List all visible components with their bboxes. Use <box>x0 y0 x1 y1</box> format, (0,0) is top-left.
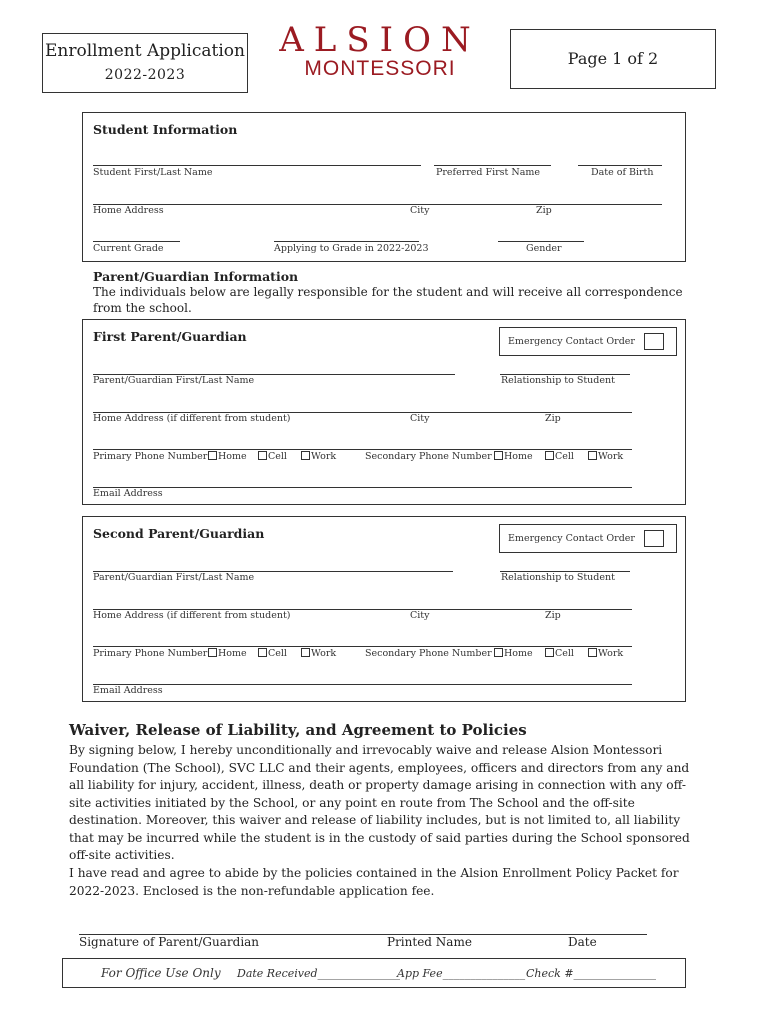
school-logo <box>270 22 490 82</box>
date-label: Date <box>568 935 597 949</box>
checkbox-icon[interactable] <box>301 648 310 657</box>
option-label: Home <box>504 451 533 462</box>
checkbox-icon[interactable] <box>258 451 267 460</box>
p2-relationship-label: Relationship to Student <box>501 572 615 583</box>
option-label: Cell <box>555 648 574 659</box>
logo-text-bottom: MONTESSORI <box>304 57 456 80</box>
option-label: Cell <box>268 648 287 659</box>
p2-primary-phone-label: Primary Phone Number <box>93 648 208 659</box>
student-name-line[interactable] <box>93 165 421 166</box>
checkbox-icon[interactable] <box>494 451 503 460</box>
p2-primary-home-option[interactable] <box>208 648 247 659</box>
student-address-label: Home Address <box>93 205 164 216</box>
logo-text-top: ALSION <box>279 20 481 60</box>
p1-primary-cell-option[interactable] <box>258 451 287 462</box>
p2-email-label: Email Address <box>93 685 163 696</box>
app-fee-field[interactable]: App Fee_______________ <box>397 967 526 980</box>
option-label: Cell <box>268 451 287 462</box>
option-label: Home <box>218 451 247 462</box>
student-address-line[interactable] <box>93 204 662 205</box>
p1-relationship-label: Relationship to Student <box>501 375 615 386</box>
second-parent-title: Second Parent/Guardian <box>93 526 265 541</box>
p1-email-line[interactable] <box>93 487 632 488</box>
option-label: Home <box>218 648 247 659</box>
p1-secondary-phone-label: Secondary Phone Number <box>365 451 492 462</box>
option-label: Work <box>311 648 337 659</box>
second-parent-emergency-box <box>499 524 677 553</box>
form-year: 2022-2023 <box>104 67 186 83</box>
applying-grade-label: Applying to Grade in 2022-2023 <box>274 243 429 254</box>
checkbox-icon[interactable] <box>208 451 217 460</box>
policy-agreement-paragraph: I have read and agree to abide by the policies contained in the Alsion Enrollment Policy Packet for 2022-2023. Enclosed is the non-refundable application fee. <box>69 866 679 898</box>
page-number: Page 1 of 2 <box>567 49 659 68</box>
checkbox-icon[interactable] <box>545 648 554 657</box>
printed-name-label: Printed Name <box>387 935 472 949</box>
p2-primary-cell-option[interactable] <box>258 648 287 659</box>
checkbox-icon[interactable] <box>208 648 217 657</box>
checkbox-icon[interactable] <box>301 451 310 460</box>
student-info-title: Student Information <box>93 122 238 137</box>
checkbox-icon[interactable] <box>588 648 597 657</box>
p2-secondary-phone-label: Secondary Phone Number <box>365 648 492 659</box>
preferred-name-line[interactable] <box>434 165 551 166</box>
p1-city-label: City <box>410 413 430 424</box>
checkbox-icon[interactable] <box>588 451 597 460</box>
waiver-paragraph: By signing below, I hereby unconditionally and irrevocably waive and release Alsion Montessori Foundation (The School), SVC LLC and their agents, employees, officers and directors from any and all liability for injury, accident, illness, death or property damage arising in connection with any off-site activities initiated by the School, or any point en route from The School and the off-site destination. Moreover, this waiver and release of liability includes, but is not limited to, all liability that may be incurred while the student is in the custody of said parties during the School sponsored off-site activities. <box>69 743 690 862</box>
p1-primary-phone-label: Primary Phone Number <box>93 451 208 462</box>
dob-line[interactable] <box>578 165 662 166</box>
p1-secondary-work-option[interactable] <box>588 451 623 462</box>
option-label: Work <box>598 648 624 659</box>
p2-secondary-work-option[interactable] <box>588 648 623 659</box>
p2-zip-label: Zip <box>545 610 561 621</box>
first-parent-title: First Parent/Guardian <box>93 329 247 344</box>
p1-secondary-cell-option[interactable] <box>545 451 574 462</box>
option-label: Cell <box>555 451 574 462</box>
option-label: Home <box>504 648 533 659</box>
p1-zip-label: Zip <box>545 413 561 424</box>
checkbox-icon[interactable] <box>494 648 503 657</box>
p2-city-label: City <box>410 610 430 621</box>
gender-line[interactable] <box>498 241 584 242</box>
first-parent-emergency-input[interactable] <box>644 333 664 350</box>
current-grade-line[interactable] <box>93 241 180 242</box>
waiver-title: Waiver, Release of Liability, and Agreement to Policies <box>69 721 527 739</box>
first-parent-emergency-label: Emergency Contact Order <box>508 336 635 347</box>
p2-email-line[interactable] <box>93 684 632 685</box>
page-number-box <box>510 29 716 89</box>
signature-label: Signature of Parent/Guardian <box>79 935 260 949</box>
p1-primary-home-option[interactable] <box>208 451 247 462</box>
check-number-field[interactable]: Check #_______________ <box>526 967 657 980</box>
form-title: Enrollment Application <box>45 41 245 61</box>
preferred-name-label: Preferred First Name <box>436 167 540 178</box>
p2-secondary-cell-option[interactable] <box>545 648 574 659</box>
checkbox-icon[interactable] <box>545 451 554 460</box>
first-parent-emergency-box <box>499 327 677 356</box>
dob-label: Date of Birth <box>591 167 654 178</box>
p2-address-label: Home Address (if different from student) <box>93 610 291 621</box>
office-use-label: For Office Use Only <box>101 966 221 980</box>
p2-secondary-home-option[interactable] <box>494 648 533 659</box>
student-city-label: City <box>410 205 430 216</box>
p1-email-label: Email Address <box>93 488 163 499</box>
option-label: Work <box>311 451 337 462</box>
p2-primary-work-option[interactable] <box>301 648 336 659</box>
guardian-info-title: Parent/Guardian Information <box>93 269 299 284</box>
student-name-label: Student First/Last Name <box>93 167 213 178</box>
p1-address-label: Home Address (if different from student) <box>93 413 291 424</box>
p1-secondary-home-option[interactable] <box>494 451 533 462</box>
guardian-info-description: The individuals below are legally responsible for the student and will receive all correspondence from the school. <box>93 285 683 315</box>
p1-phone-line[interactable] <box>93 449 632 450</box>
office-use-box <box>62 958 686 988</box>
p2-name-label: Parent/Guardian First/Last Name <box>93 572 255 583</box>
current-grade-label: Current Grade <box>93 243 164 254</box>
option-label: Work <box>598 451 624 462</box>
p1-name-label: Parent/Guardian First/Last Name <box>93 375 255 386</box>
student-zip-label: Zip <box>536 205 552 216</box>
checkbox-icon[interactable] <box>258 648 267 657</box>
gender-label: Gender <box>526 243 562 254</box>
second-parent-emergency-input[interactable] <box>644 530 664 547</box>
p1-primary-work-option[interactable] <box>301 451 336 462</box>
applying-grade-line[interactable] <box>274 241 419 242</box>
title-box <box>42 33 248 93</box>
date-received-field[interactable]: Date Received_______________ <box>237 967 401 980</box>
second-parent-emergency-label: Emergency Contact Order <box>508 533 635 544</box>
student-info-section <box>82 112 686 262</box>
p2-phone-line[interactable] <box>93 646 632 647</box>
